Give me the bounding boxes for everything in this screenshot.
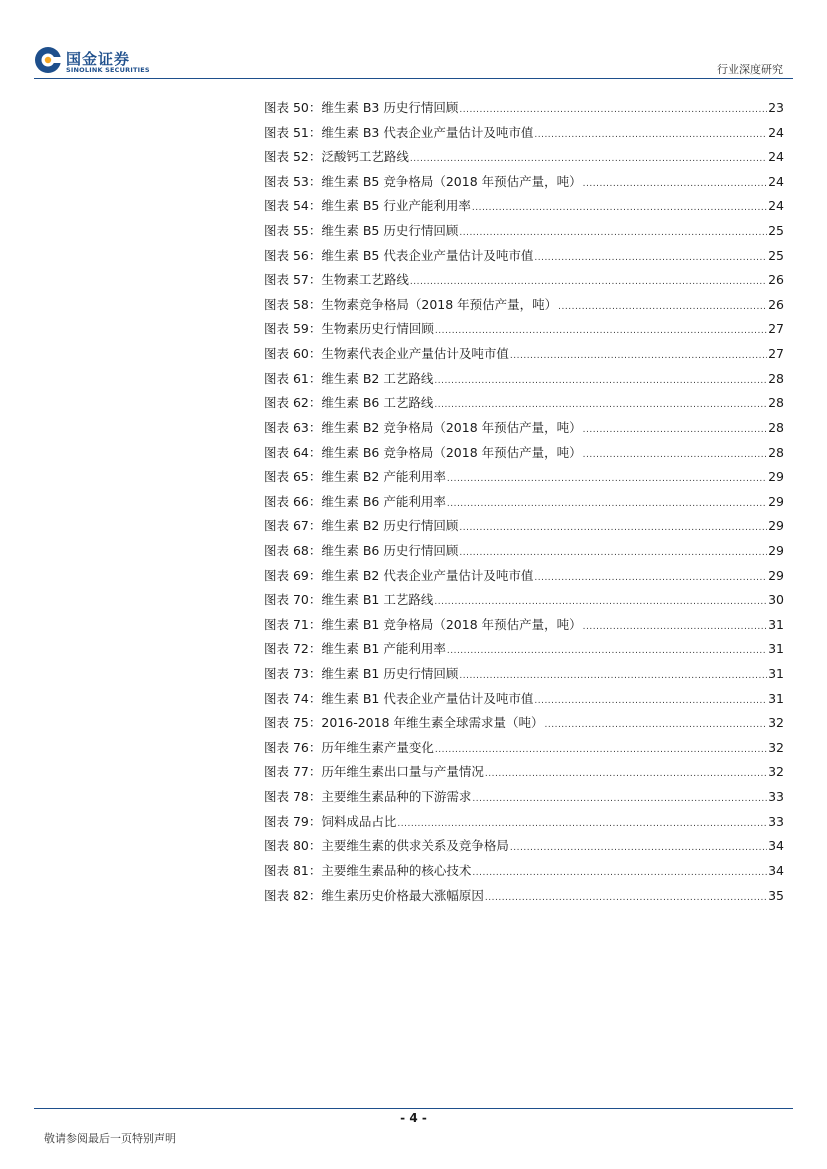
toc-entry-page: 26 xyxy=(768,272,784,288)
toc-entry[interactable] xyxy=(264,516,784,541)
toc-entry-title: 图表 78：主要维生素品种的下游需求 xyxy=(264,789,472,805)
toc-entry-page: 24 xyxy=(768,173,784,189)
toc-entry-title: 图表 51：维生素 B3 代表企业产量估计及吨市值 xyxy=(264,124,534,140)
toc-entry[interactable] xyxy=(264,246,784,271)
sinolink-logo-icon xyxy=(34,46,62,74)
toc-entry-title: 图表 61：维生素 B2 工艺路线 xyxy=(264,370,434,386)
toc-entry-page: 32 xyxy=(768,739,784,755)
toc-entry-page: 29 xyxy=(768,469,784,485)
toc-entry-title: 图表 66：维生素 B6 产能利用率 xyxy=(264,493,446,509)
header-divider xyxy=(34,78,793,79)
toc-entry[interactable] xyxy=(264,98,784,123)
toc-entry-title: 图表 71：维生素 B1 竞争格局（2018 年预估产量，吨） xyxy=(264,616,582,632)
toc-entry-page: 25 xyxy=(768,247,784,263)
toc-entry[interactable] xyxy=(264,196,784,221)
toc-entry-page: 23 xyxy=(768,100,784,115)
toc-entry[interactable] xyxy=(264,295,784,320)
toc-entry-page: 29 xyxy=(768,518,784,534)
toc-entry-page: 29 xyxy=(768,493,784,509)
toc-entry[interactable] xyxy=(264,344,784,369)
toc-dot-leader xyxy=(434,400,767,410)
toc-dot-leader xyxy=(435,745,767,755)
toc-entry-title: 图表 58：生物素竞争格局（2018 年预估产量，吨） xyxy=(264,296,558,312)
toc-entry-title: 图表 55：维生素 B5 历史行情回顾 xyxy=(264,223,459,239)
toc-entry-page: 28 xyxy=(768,444,784,460)
toc-entry-page: 29 xyxy=(768,542,784,558)
toc-dot-leader xyxy=(410,277,767,287)
toc-entry[interactable] xyxy=(264,492,784,517)
toc-entry[interactable] xyxy=(264,541,784,566)
toc-entry-page: 31 xyxy=(768,666,784,682)
toc-entry[interactable] xyxy=(264,689,784,714)
toc-dot-leader xyxy=(459,105,767,115)
toc-entry-title: 图表 56：维生素 B5 代表企业产量估计及吨市值 xyxy=(264,247,534,263)
toc-entry-page: 30 xyxy=(768,592,784,608)
toc-entry-title: 图表 77：历年维生素出口量与产量情况 xyxy=(264,764,484,780)
toc-entry-title: 图表 62：维生素 B6 工艺路线 xyxy=(264,395,434,411)
toc-dot-leader xyxy=(510,843,767,853)
toc-entry-title: 图表 50：维生素 B3 历史行情回顾 xyxy=(264,100,459,115)
disclaimer-note: 敬请参阅最后一页特别声明 xyxy=(44,1132,176,1145)
toc-entry-page: 27 xyxy=(768,346,784,362)
toc-entry[interactable] xyxy=(264,467,784,492)
toc-entry-title: 图表 82：维生素历史价格最大涨幅原因 xyxy=(264,887,484,903)
toc-dot-leader xyxy=(459,523,767,533)
toc-entry-title: 图表 64：维生素 B6 竞争格局（2018 年预估产量，吨） xyxy=(264,444,582,460)
toc-entry-title: 图表 81：主要维生素品种的核心技术 xyxy=(264,862,472,878)
toc-dot-leader xyxy=(397,819,767,829)
toc-dot-leader xyxy=(435,326,767,336)
toc-entry-page: 27 xyxy=(768,321,784,337)
toc-dot-leader xyxy=(447,474,767,484)
toc-entry-title: 图表 68：维生素 B6 历史行情回顾 xyxy=(264,542,459,558)
toc-entry-title: 图表 53：维生素 B5 竞争格局（2018 年预估产量，吨） xyxy=(264,173,582,189)
toc-entry[interactable] xyxy=(264,664,784,689)
toc-dot-leader xyxy=(583,179,767,189)
toc-dot-leader xyxy=(459,671,767,681)
toc-entry-title: 图表 54：维生素 B5 行业产能利用率 xyxy=(264,198,471,214)
toc-entry-page: 34 xyxy=(768,838,784,854)
toc-entry-page: 26 xyxy=(768,296,784,312)
toc-dot-leader xyxy=(434,597,767,607)
toc-dot-leader xyxy=(434,376,767,386)
toc-entry-title: 图表 70：维生素 B1 工艺路线 xyxy=(264,592,434,608)
toc-entry[interactable] xyxy=(264,393,784,418)
page-header xyxy=(0,0,827,82)
company-logo xyxy=(34,46,154,78)
toc-entry[interactable] xyxy=(264,172,784,197)
toc-dot-leader xyxy=(510,351,767,361)
logo-english-name: SINOLINK SECURITIES xyxy=(66,66,150,74)
toc-dot-leader xyxy=(558,302,767,312)
toc-dot-leader xyxy=(583,425,767,435)
toc-entry-title: 图表 80：主要维生素的供求关系及竞争格局 xyxy=(264,838,509,854)
page-number: - 4 - xyxy=(400,1111,427,1125)
toc-entry[interactable] xyxy=(264,861,784,886)
toc-entry[interactable] xyxy=(264,418,784,443)
toc-entry-title: 图表 75：2016-2018 年维生素全球需求量（吨） xyxy=(264,715,544,731)
toc-dot-leader xyxy=(545,720,768,730)
toc-entry-title: 图表 65：维生素 B2 产能利用率 xyxy=(264,469,446,485)
toc-dot-leader xyxy=(485,769,767,779)
toc-entry[interactable] xyxy=(264,615,784,640)
toc-entry-title: 图表 72：维生素 B1 产能利用率 xyxy=(264,641,446,657)
toc-entry-page: 34 xyxy=(768,862,784,878)
toc-dot-leader xyxy=(472,203,767,213)
toc-entry-page: 32 xyxy=(768,715,784,731)
toc-entry[interactable] xyxy=(264,762,784,787)
toc-entry[interactable] xyxy=(264,836,784,861)
toc-dot-leader xyxy=(472,868,767,878)
toc-entry-page: 24 xyxy=(768,198,784,214)
toc-entry-page: 29 xyxy=(768,567,784,583)
toc-entry[interactable] xyxy=(264,319,784,344)
toc-entry-page: 35 xyxy=(768,887,784,903)
toc-entry-page: 24 xyxy=(768,124,784,140)
toc-dot-leader xyxy=(534,696,767,706)
report-type-label: 行业深度研究 xyxy=(717,63,783,76)
toc-dot-leader xyxy=(472,794,767,804)
toc-entry[interactable] xyxy=(264,713,784,738)
toc-entry-title: 图表 52：泛酸钙工艺路线 xyxy=(264,149,409,165)
toc-dot-leader xyxy=(410,154,767,164)
toc-entry-page: 28 xyxy=(768,370,784,386)
toc-dot-leader xyxy=(534,130,767,140)
toc-dot-leader xyxy=(485,893,767,903)
toc-entry[interactable] xyxy=(264,787,784,812)
toc-dot-leader xyxy=(534,253,767,263)
toc-dot-leader xyxy=(447,646,767,656)
toc-entry[interactable] xyxy=(264,738,784,763)
toc-entry-page: 31 xyxy=(768,690,784,706)
toc-entry-title: 图表 67：维生素 B2 历史行情回顾 xyxy=(264,518,459,534)
toc-entry-title: 图表 60：生物素代表企业产量估计及吨市值 xyxy=(264,346,509,362)
toc-entry[interactable] xyxy=(264,812,784,837)
toc-entry-page: 31 xyxy=(768,616,784,632)
toc-entry[interactable] xyxy=(264,270,784,295)
toc-entry[interactable] xyxy=(264,369,784,394)
toc-dot-leader xyxy=(447,499,767,509)
toc-dot-leader xyxy=(583,450,767,460)
toc-entry[interactable] xyxy=(264,147,784,172)
toc-entry-title: 图表 59：生物素历史行情回顾 xyxy=(264,321,434,337)
toc-entry-page: 25 xyxy=(768,223,784,239)
toc-entry-title: 图表 79：饲料成品占比 xyxy=(264,813,397,829)
toc-entry[interactable] xyxy=(264,886,784,911)
footer-divider xyxy=(34,1108,793,1109)
toc-entry-title: 图表 63：维生素 B2 竞争格局（2018 年预估产量，吨） xyxy=(264,419,582,435)
toc-entry[interactable] xyxy=(264,221,784,246)
toc-entry-title: 图表 74：维生素 B1 代表企业产量估计及吨市值 xyxy=(264,690,534,706)
table-of-figures xyxy=(264,98,784,910)
toc-entry-page: 32 xyxy=(768,764,784,780)
toc-entry[interactable] xyxy=(264,590,784,615)
toc-entry[interactable] xyxy=(264,443,784,468)
toc-entry-page: 31 xyxy=(768,641,784,657)
toc-dot-leader xyxy=(583,622,767,632)
toc-dot-leader xyxy=(534,573,767,583)
logo-chinese-name: 国金证券 xyxy=(66,50,131,68)
toc-entry-page: 24 xyxy=(768,149,784,165)
toc-entry-title: 图表 57：生物素工艺路线 xyxy=(264,272,409,288)
toc-entry[interactable] xyxy=(264,566,784,591)
toc-entry-title: 图表 76：历年维生素产量变化 xyxy=(264,739,434,755)
toc-entry-title: 图表 73：维生素 B1 历史行情回顾 xyxy=(264,666,459,682)
toc-entry[interactable] xyxy=(264,639,784,664)
toc-entry-page: 28 xyxy=(768,395,784,411)
toc-dot-leader xyxy=(459,228,767,238)
toc-entry[interactable] xyxy=(264,123,784,148)
toc-entry-title: 图表 69：维生素 B2 代表企业产量估计及吨市值 xyxy=(264,567,534,583)
toc-entry-page: 28 xyxy=(768,419,784,435)
toc-dot-leader xyxy=(459,548,767,558)
toc-entry-page: 33 xyxy=(768,813,784,829)
toc-entry-page: 33 xyxy=(768,789,784,805)
